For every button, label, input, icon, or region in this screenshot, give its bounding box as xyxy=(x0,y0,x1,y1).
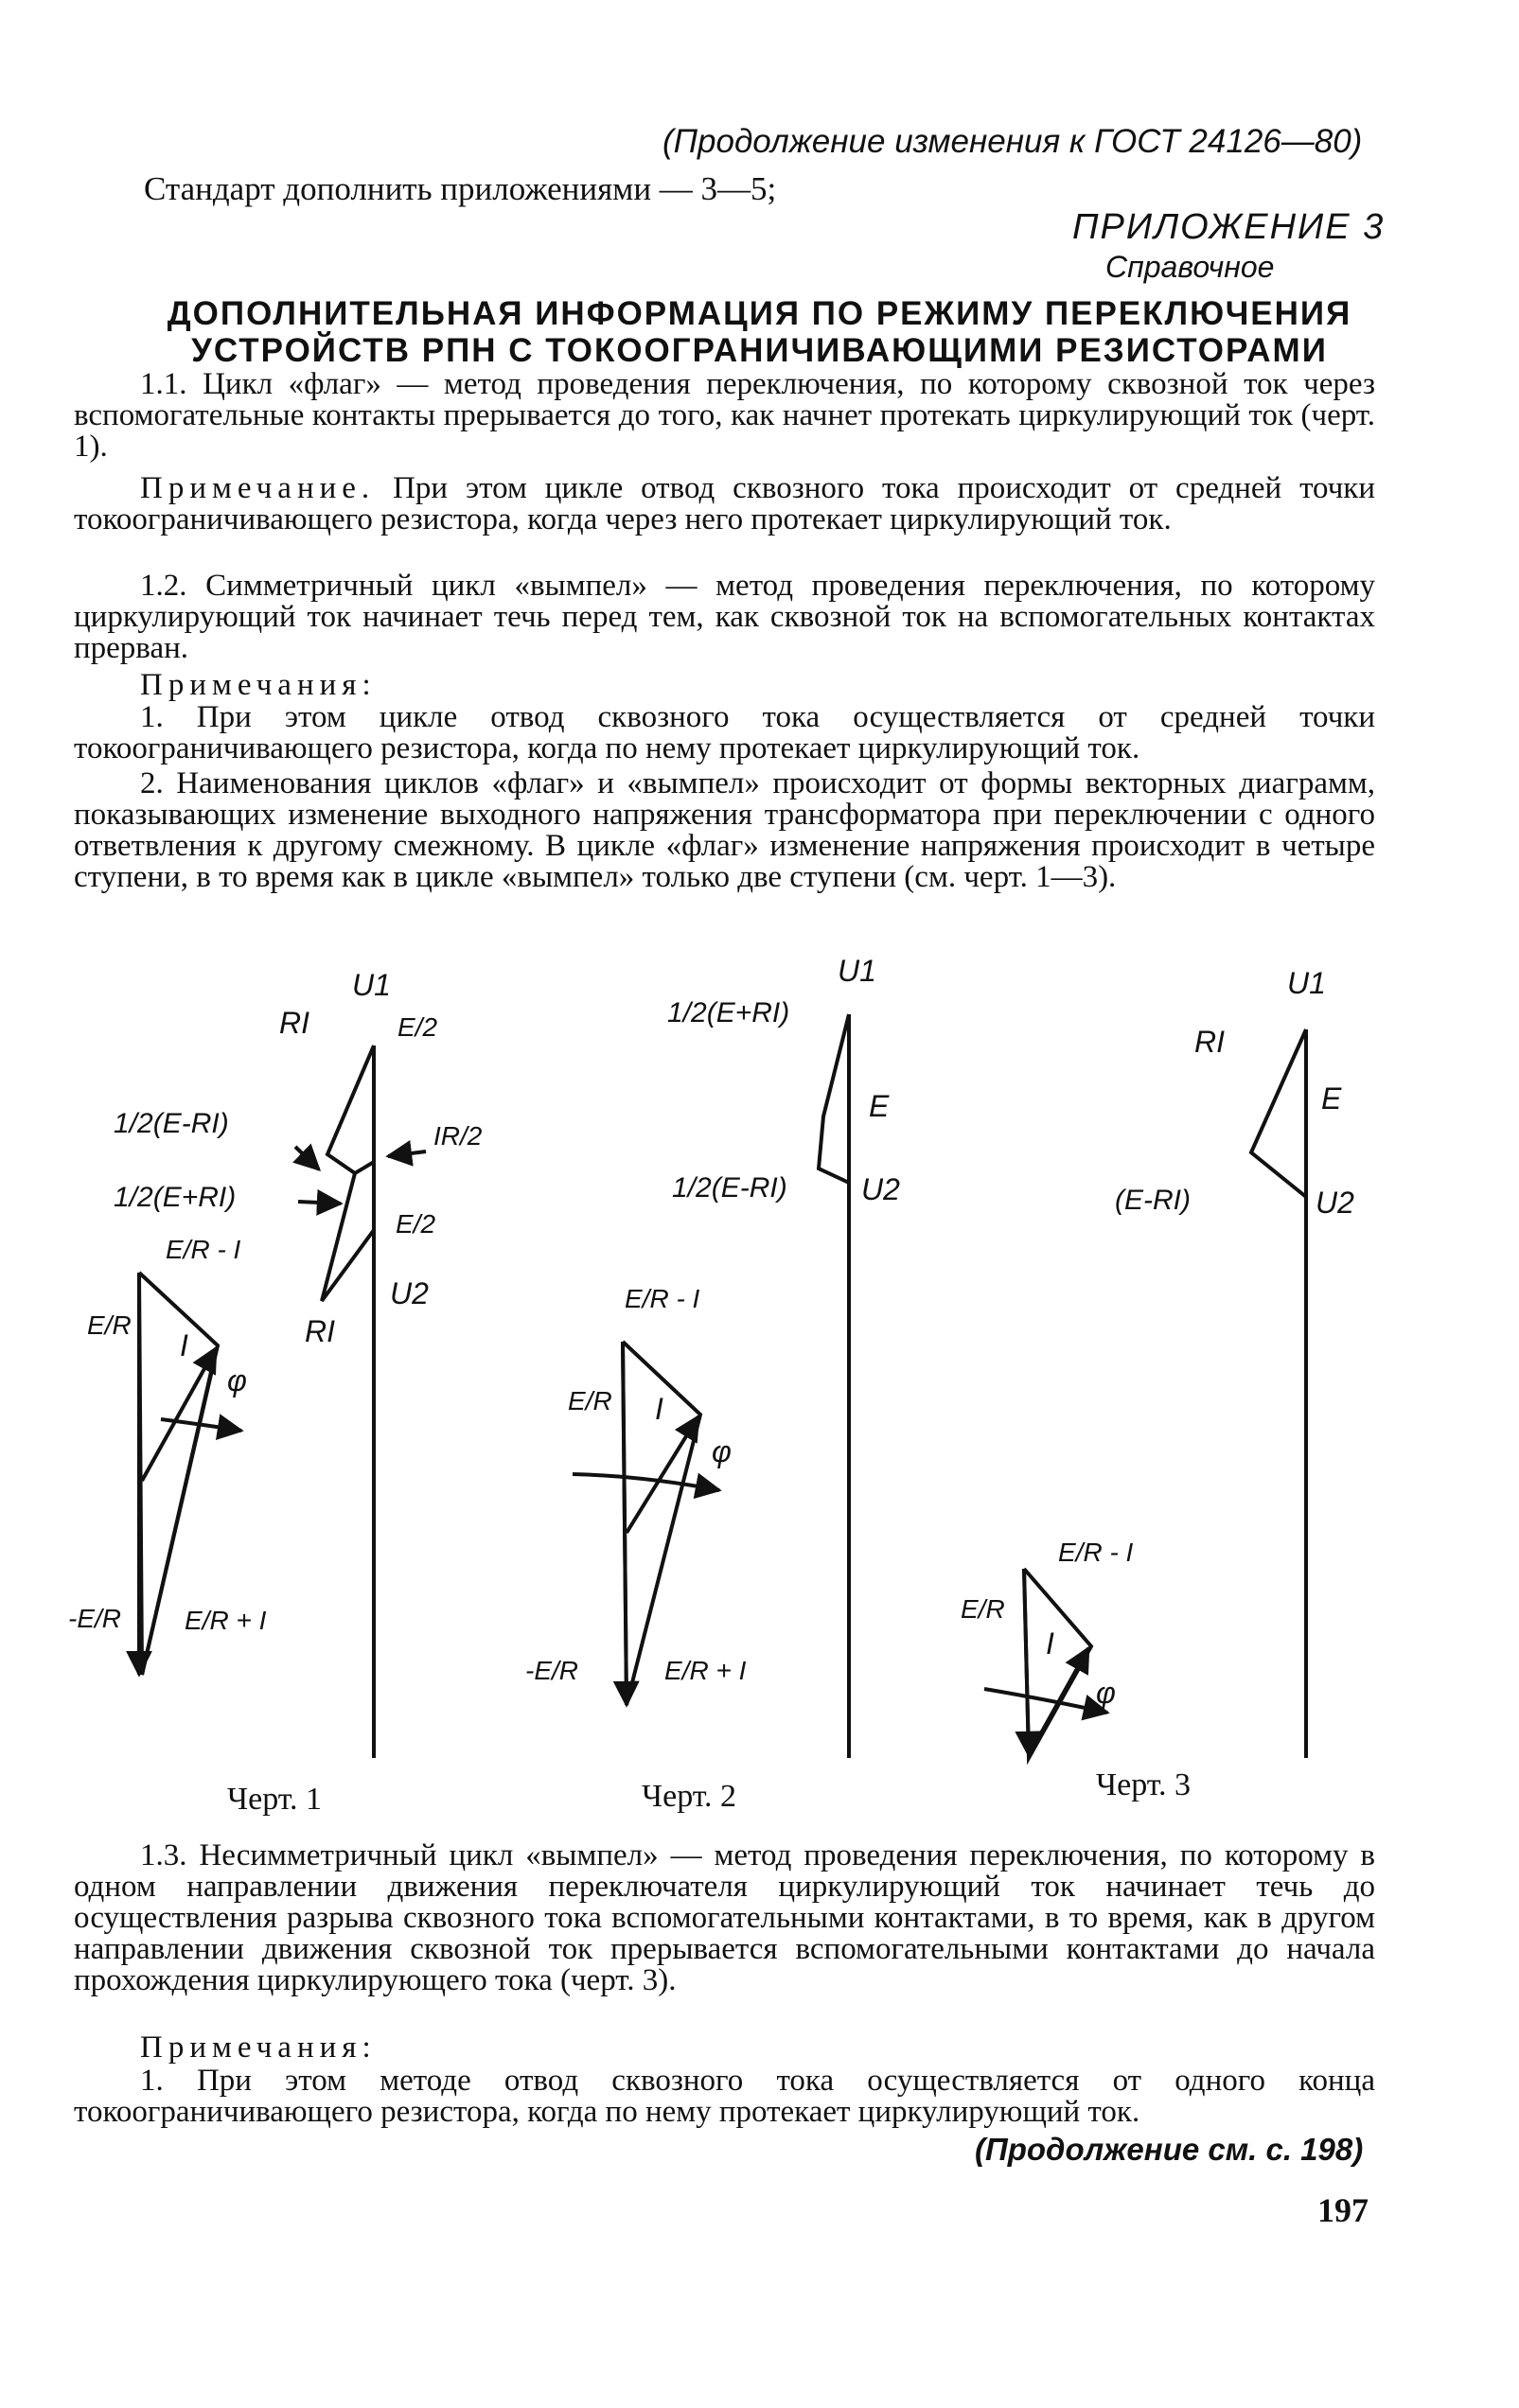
fig1-e2-top-label: E/2 xyxy=(397,1012,438,1042)
fig1-ir2-label: IR/2 xyxy=(433,1121,483,1151)
fig3-phi-arc xyxy=(984,1689,1107,1713)
fig1-er-plus-i-label: E/R + I xyxy=(185,1606,267,1635)
fig3-diagram xyxy=(984,1029,1306,1758)
fig3-e-label: E xyxy=(1321,1081,1342,1116)
fig2-caption: Черт. 2 xyxy=(642,1779,737,1814)
fig1-ri-bottom-label: RI xyxy=(305,1314,335,1348)
fig3-er-minus-i-label: E/R - I xyxy=(1058,1538,1134,1567)
fig1-er-label: E/R xyxy=(87,1310,132,1340)
fig3-phi-label: φ xyxy=(1096,1676,1116,1710)
fig2-vector-er xyxy=(623,1342,627,1705)
fig1-u2-label: U2 xyxy=(390,1276,429,1310)
fig3-e-minus-ri-label: (E-RI) xyxy=(1115,1185,1191,1216)
notes-2-label: Примечания: xyxy=(140,668,377,702)
fig3-ri-label: RI xyxy=(1194,1025,1225,1059)
fig1-pointer-3 xyxy=(388,1151,426,1156)
fig3-flag xyxy=(1251,1029,1306,1197)
fig2-u2-label: U2 xyxy=(861,1172,900,1206)
fig1-pointer-1 xyxy=(295,1147,319,1169)
note-2-1: 1. При этом цикле отвод сквозного тока осуществляется от средней точки токоограничивающего резистора, когда по нему протекает циркулирующий ток. xyxy=(74,700,1375,765)
paragraph-1-1: 1.1. Цикл «флаг» — метод проведения переключения, по которому сквозной ток через вспомогательные контакты прерывается до того, как начнет протекать циркулирующий ток (черт. 1). xyxy=(74,367,1375,464)
fig2-u1-label: U1 xyxy=(838,956,876,988)
intro-line: Стандарт дополнить приложениями — 3—5; xyxy=(144,170,777,207)
note-3-1: 1. При этом методе отвод сквозного тока осуществляется от одного конца токоограничивающего резистора, когда по нему протекает циркулирующий ток. xyxy=(74,2064,1375,2129)
fig1-lower-flag xyxy=(322,1173,374,1301)
paragraph-1-2: 1.2. Симметричный цикл «вымпел» — метод проведения переключения, по которому циркулирующий ток начинает течь перед тем, как сквозной ток на вспомогательных контактах прерван. xyxy=(74,569,1375,665)
doc-title-line1: ДОПОЛНИТЕЛЬНАЯ ИНФОРМАЦИЯ ПО РЕЖИМУ ПЕРЕКЛЮЧЕНИЯ xyxy=(167,295,1352,332)
fig1-phi-label: φ xyxy=(227,1363,247,1397)
fig3-u2-label: U2 xyxy=(1316,1186,1354,1220)
fig1-ri-top-label: RI xyxy=(279,1006,309,1040)
fig1-caption: Черт. 1 xyxy=(227,1782,323,1817)
fig2-half-e-plus-ri-label: 1/2(E+RI) xyxy=(667,997,790,1028)
fig2-diagram xyxy=(573,1014,849,1758)
fig2-phi-label: φ xyxy=(712,1434,732,1468)
note-2-2: 2. Наименования циклов «флаг» и «вымпел» происходит от формы векторных диаграмм, показывающих изменение выходного напряжения трансформатора при переключении с одного ответвления к другому смежному. В цикле «флаг» изменение напряжения происходит в четыре ступени, в то время как в цикле «вымпел» только две ступени (см. черт. 1—3). xyxy=(74,766,1375,894)
fig2-er-label: E/R xyxy=(568,1386,612,1415)
fig3-caption: Черт. 3 xyxy=(1096,1767,1192,1802)
notes-3-label: Примечания: xyxy=(140,2030,377,2065)
fig3-er-label: E/R xyxy=(961,1594,1005,1624)
fig2-er-minus-i-label: E/R - I xyxy=(625,1284,700,1313)
fig2-half-e-minus-ri-label: 1/2(E-RI) xyxy=(672,1172,787,1204)
continuation-top: (Продолжение изменения к ГОСТ 24126—80) xyxy=(662,123,1363,160)
continuation-bottom: (Продолжение см. с. 198) xyxy=(975,2132,1364,2167)
fig1-u1-label: U1 xyxy=(352,968,391,1002)
appendix-type: Справочное xyxy=(1105,250,1275,284)
fig2-er-plus-i-label: E/R + I xyxy=(664,1656,747,1685)
paragraph-1-3: 1.3. Несимметричный цикл «вымпел» — метод проведения переключения, по которому в одном направлении движения переключателя циркулирующий ток начинает течь до осуществления разрыва сквозного тока вспомогательными контактами, в то время, как в другом направлении движения сквозной ток прерывается вспомогательными контактами до начала прохождения циркулирующего тока (черт. 3). xyxy=(74,1838,1375,1997)
fig1-pointer-2 xyxy=(298,1202,341,1204)
fig1-er-minus-i-label: E/R - I xyxy=(166,1235,241,1264)
fig1-e2-bottom-label: E/2 xyxy=(396,1209,436,1239)
page-number: 197 xyxy=(1317,2191,1369,2229)
fig1-vector-i xyxy=(142,1348,216,1481)
fig2-phi-arc xyxy=(573,1474,719,1490)
fig1-half-e-minus-ri-label: 1/2(E-RI) xyxy=(114,1108,229,1139)
fig1-diagram xyxy=(139,1046,426,1758)
fig3-i-label: I xyxy=(1046,1626,1054,1661)
doc-title-line2: УСТРОЙСТВ РПН С ТОКООГРАНИЧИВАЮЩИМИ РЕЗИСТОРАМИ xyxy=(191,332,1328,369)
fig1-upper-flag xyxy=(327,1046,374,1173)
vector-diagrams xyxy=(0,956,1519,1836)
fig3-vector-er xyxy=(1024,1569,1029,1755)
fig1-i-label: I xyxy=(180,1328,188,1362)
appendix-label: ПРИЛОЖЕНИЕ 3 xyxy=(1072,207,1386,247)
fig2-flag xyxy=(819,1014,849,1183)
fig2-minus-er-label: -E/R xyxy=(525,1656,578,1685)
fig2-vector-i xyxy=(627,1416,698,1533)
fig1-minus-er-label: -E/R xyxy=(68,1604,121,1633)
note-1-label: Примечание. xyxy=(140,471,376,505)
fig2-i-label: I xyxy=(655,1392,663,1426)
fig2-e-label: E xyxy=(869,1089,890,1123)
note-1: Примечание. При этом цикле отвод сквозного тока происходит от средней точки токоограничивающего резистора, когда через него протекает циркулирующий ток. xyxy=(74,471,1375,536)
fig3-u1-label: U1 xyxy=(1287,966,1326,1000)
fig1-half-e-plus-ri-label: 1/2(E+RI) xyxy=(114,1182,237,1213)
